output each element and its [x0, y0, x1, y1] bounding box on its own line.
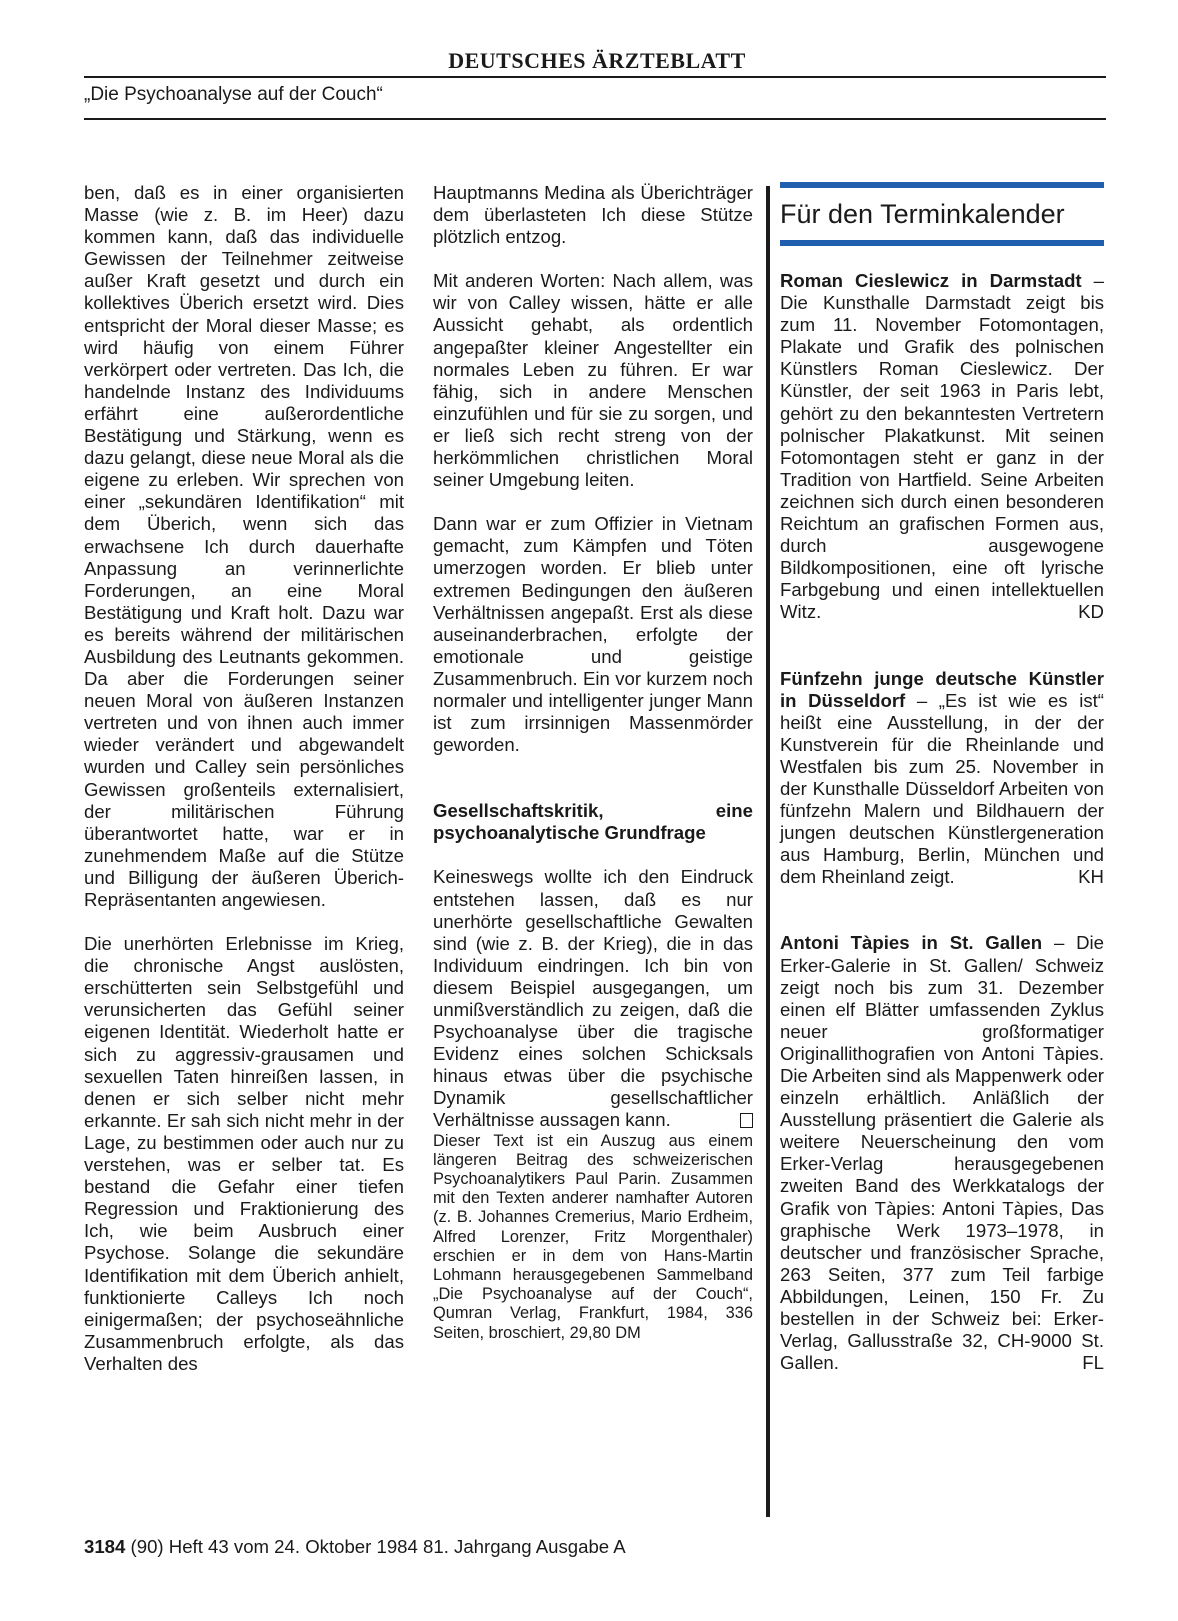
journal-title: DEUTSCHES ÄRZTEBLATT	[448, 48, 746, 73]
page-footer	[84, 1536, 626, 1558]
column-middle	[433, 182, 753, 1343]
event-text: – Die Kunsthalle Darmstadt zeigt bis zum 11. November Fotomontagen, Plakate und Grafik des polnischen Künstlers Roman Cieslewicz. Der Künstler, der seit 1963 in Paris lebt, gehört zu den bekanntesten Vertretern polnischer Plakatkunst. Mit seinen Fotomontagen steht er ganz in der Tradition von Hartfield. Seine Arbeiten zeichnen sich durch einen besonderen Reichtum an grafischen Formen aus, durch ausgewogene Bildkompositionen, eine oft lyrische Farbgebung und einen intellektuellen Witz.	[780, 270, 1104, 623]
issue-info: (90) Heft 43 vom 24. Oktober 1984 81. Jahrgang Ausgabe A	[130, 1536, 626, 1557]
column-divider	[766, 186, 770, 1517]
column-right	[780, 182, 1104, 1374]
body-paragraph: Hauptmanns Medina als Überichträger dem überlasteten Ich diese Stütze plötzlich entzog.	[433, 182, 753, 248]
body-paragraph: ben, daß es in einer organisierten Masse (wie z. B. im Heer) dazu kommen kann, daß das individuelle Gewissen der Teilnehmer zeitweise außer Kraft gesetzt und durch ein kollektives Überich ersetzt wird. Dies entspricht der Moral dieser Masse; es wird häufig von einem Führer verkörpert oder vertreten. Das Ich, die handelnde Instanz des Individuums erfährt eine außerordentliche Bestätigung und Stärkung, wenn es dazu gelangt, diese neue Moral als die eigene zu erleben. Wir sprechen von einer „sekundären Identifikation“ mit dem Überich, wenn sich das erwachsene Ich durch dauerhafte Anpassung an verinnerlichte Forderungen, an eine Moral Bestätigung und Kraft holt. Dazu war es bereits während der militärischen Ausbildung des Leutnants gekommen. Da aber die Forderungen seiner neuen Moral von äußeren Instanzen vertreten und von ihnen auch immer wieder verändert und abgewandelt wurden und Calley sein persönliches Gewissen großenteils externalisiert, der militärischen Führung überantwortet hatte, war er in zunehmendem Maße auf die Stütze und Billigung der äußeren Überich-Repräsentanten angewiesen.	[84, 182, 404, 910]
event-heading: Antoni Tàpies in St. Gallen	[780, 932, 1043, 954]
body-paragraph: Mit anderen Worten: Nach allem, was wir von Calley wissen, hätte er alle Aussicht gehabt, als ordentlich angepaßter kleiner Angestellter ein normales Leben zu führen. Er war fähig, sich in andere Menschen einzufühlen und für sie zu sorgen, und er ließ sich recht streng von der herkömmlichen christlichen Moral seiner Umgebung leiten.	[433, 270, 753, 491]
event-heading: Fünfzehn junge deutsche Künstler in Düsseldorf	[780, 667, 1104, 711]
page-number: 3184	[84, 1536, 126, 1557]
header-rule	[84, 76, 1106, 78]
body-paragraph: Die unerhörten Erlebnisse im Krieg, die chronische Angst auslösten, erschütterten sein Selbstgefühl und verunsicherten das Gefühl seiner eigenen Identität. Wiederholt hatte er sich zu aggressiv-grausamen und sexuellen Taten hinreißen lassen, in denen er sich selber nicht mehr erkannte. Er sah sich nicht mehr in der Lage, zu bestimmen oder auch nur zu verstehen, was er selber tat. Es bestand die Gefahr einer tiefen Regression und Fraktionierung des Ich, wie beim Ausbruch einer Psychose. Solange die sekundäre Identifikation mit dem Überich anhielt, funktionierte Calleys Ich noch einigermaßen; der psychoseähnliche Zusammenbruch erfolgte, als das Verhalten des	[84, 933, 404, 1374]
event-item	[780, 270, 1104, 624]
author-initials: KD	[1078, 601, 1104, 623]
event-item	[780, 668, 1104, 889]
author-initials: KH	[1078, 866, 1104, 888]
terminkalender-title: Für den Terminkalender	[780, 199, 1065, 229]
subtitle-rule	[84, 118, 1106, 120]
event-text: – Die Erker-Galerie in St. Gallen/ Schweiz zeigt noch bis zum 31. Dezember einen elf Blätter umfassenden Zyklus neuer großformatiger Originallithografien von Antoni Tàpies. Die Arbeiten sind als Mappenwerk oder einzeln erhältlich. Anläßlich der Ausstellung präsentiert die Galerie als weitere Neuerscheinung den vom Erker-Verlag herausgegebenen zweiten Band des Werkkatalogs der Grafik von Tàpies: Antoni Tàpies, Das graphische Werk 1973–1978, in deutscher und französischer Sprache, 263 Seiten, 377 zum Teil farbige Abbildungen, Leinen, 150 Fr. Zu bestellen in der Schweiz bei: Erker-Verlag, Gallusstraße 32, CH-9000 St. Gallen.	[780, 932, 1105, 1374]
body-paragraph	[433, 866, 753, 1131]
end-of-article-mark-icon	[740, 1113, 753, 1128]
body-text: Keineswegs wollte ich den Eindruck entstehen lassen, daß es nur unerhörte gesellschaftliche Gewalten sind (wie z. B. der Krieg), die in das Individuum eindringen. Ich bin von diesem Beispiel ausgegangen, um unmißverständlich zu zeigen, daß die Psychoanalyse über die tragische Evidenz eines solchen Schicksals hinaus etwas über die psychische Dynamik gesellschaftlicher Verhältnisse aussagen kann.	[433, 866, 753, 1131]
column-left	[84, 182, 404, 1375]
source-note: Dieser Text ist ein Auszug aus einem längeren Beitrag des schweizerischen Psychoanalytikers Paul Parin. Zusammen mit den Texten anderer namhafter Autoren (z. B. Johannes Cremerius, Mario Erdheim, Alfred Lorenzer, Fritz Morgenthaler) erschien er in dem von Hans-Martin Lohmann herausgegebenen Sammelband „Die Psychoanalyse auf der Couch“, Qumran Verlag, Frankfurt, 1984, 336 Seiten, broschiert, 29,80 DM	[433, 1131, 753, 1342]
article-subtitle: „Die Psychoanalyse auf der Couch“	[84, 84, 383, 105]
body-paragraph: Dann war er zum Offizier in Vietnam gemacht, zum Kämpfen und Töten umerzogen worden. Er blieb unter extremen Bedingungen den äußeren Verhältnissen angepaßt. Erst als diese auseinanderbrachen, erfolgte der emotionale und geistige Zusammenbruch. Ein vor kurzem noch normaler und intelligenter junger Mann ist zum irrsinnigen Massenmörder geworden.	[433, 513, 753, 756]
author-initials: FL	[1082, 1352, 1104, 1374]
event-text: – „Es ist wie es ist“ heißt eine Ausstellung, in der der Kunstverein für die Rheinlande und Westfalen bis zum 25. November in der Kunsthalle Düsseldorf Arbeiten von fünfzehn Malern und Bildhauern der jungen deutschen Künstlergeneration aus Hamburg, Berlin, München und dem Rheinland zeigt.	[780, 689, 1104, 888]
event-heading: Roman Cieslewicz in Darmstadt	[780, 270, 1082, 291]
section-heading: Gesellschaftskritik, eine psychoanalytische Grundfrage	[433, 800, 753, 844]
event-item	[780, 932, 1104, 1374]
